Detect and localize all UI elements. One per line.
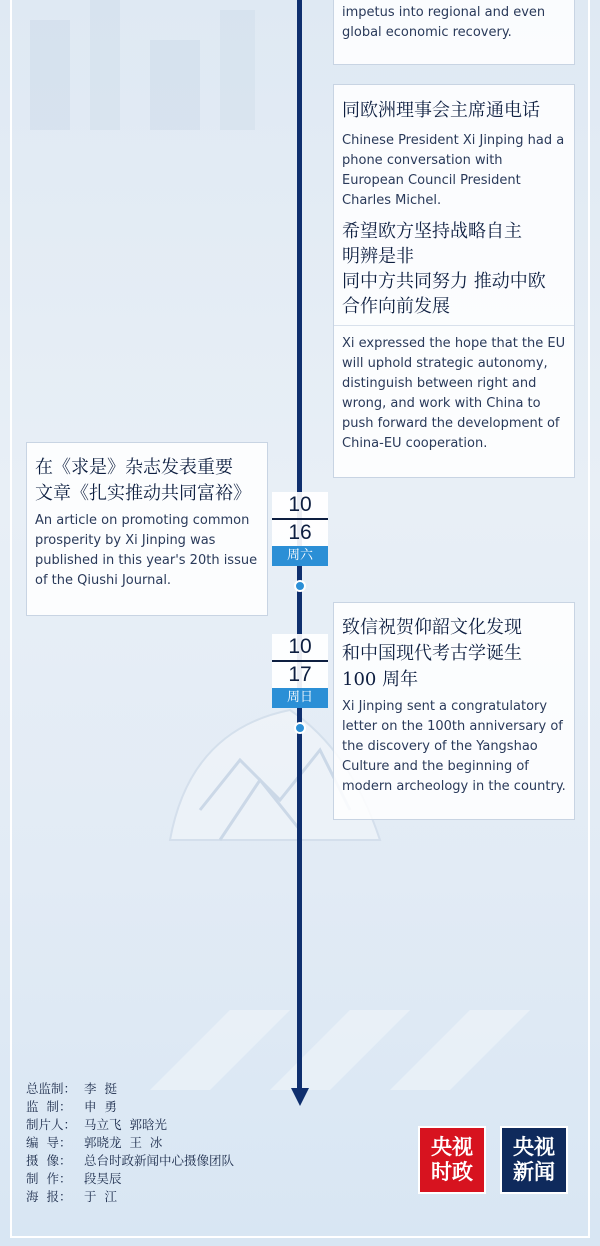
credit-row xyxy=(26,1080,234,1098)
logo-text-line-1: 央视 xyxy=(513,1135,555,1159)
event-zh-subtitle-1: 希望欧方坚持战略自主 xyxy=(342,221,522,242)
credit-row xyxy=(26,1098,234,1116)
event-en-text: Xi Jinping sent a congratulatory letter on the 100th anniversary of the discovery of the Yangshao Culture and the beginning of modern archeology in the country. xyxy=(342,699,566,794)
credit-name: 李 挺 xyxy=(84,1081,117,1096)
credit-name: 于 江 xyxy=(84,1189,117,1204)
card-divider xyxy=(334,325,574,326)
date-month: 10 xyxy=(272,492,328,520)
date-marker-oct-17 xyxy=(272,634,328,708)
logo-text-line-2: 新闻 xyxy=(513,1160,555,1184)
credit-name: 总台时政新闻中心摄像团队 xyxy=(84,1153,235,1168)
event-zh-title-line-2: 和中国现代考古学诞生 xyxy=(342,643,522,664)
event-card-yangshao-letter xyxy=(333,602,575,820)
date-marker-oct-16 xyxy=(272,492,328,566)
credit-role: 总监制： xyxy=(26,1081,77,1096)
credit-name: 郭晓龙 王 冰 xyxy=(84,1135,163,1150)
date-day: 16 xyxy=(272,520,328,546)
credit-row xyxy=(26,1170,234,1188)
event-zh-title-line-2: 文章《扎实推动共同富裕》 xyxy=(35,483,251,504)
credits-block xyxy=(26,1080,234,1206)
credit-row xyxy=(26,1188,234,1206)
event-card-economic-recovery xyxy=(333,0,575,65)
credit-role: 制 作： xyxy=(26,1171,72,1186)
event-en-text: Xi expressed the hope that the EU will uphold strategic autonomy, distinguish between right and wrong, and work with China to push forward the development of China-EU cooperation. xyxy=(342,336,566,451)
event-en-text: Chinese President Xi Jinping had a phone conversation with European Council President Charles Michel. xyxy=(342,133,565,208)
cctv-politics-logo xyxy=(418,1126,486,1194)
timeline-arrow-icon xyxy=(291,1088,309,1106)
event-en-text: An article on promoting common prosperity by Xi Jinping was published in this year's 20th issue of the Qiushi Journal. xyxy=(35,513,258,588)
timeline-dot xyxy=(294,580,306,592)
credit-row xyxy=(26,1134,234,1152)
timeline-dot xyxy=(294,722,306,734)
event-zh-title: 同欧洲理事会主席通电话 xyxy=(342,100,540,121)
credit-role: 海 报： xyxy=(26,1189,72,1204)
credit-role: 制片人： xyxy=(26,1117,77,1132)
credit-name: 马立飞 郭晗光 xyxy=(84,1117,167,1132)
event-card-eu-phone-call xyxy=(333,84,575,478)
event-en-text: impetus into regional and even global economic recovery. xyxy=(342,5,546,40)
date-weekday: 周日 xyxy=(272,688,328,708)
date-day: 17 xyxy=(272,662,328,688)
logo-text-line-1: 央视 xyxy=(431,1135,473,1159)
logo-text-line-2: 时政 xyxy=(431,1160,473,1184)
credit-role: 监 制： xyxy=(26,1099,72,1114)
cctv-news-logo xyxy=(500,1126,568,1194)
event-card-qiushi-article xyxy=(26,442,268,616)
credit-row xyxy=(26,1152,234,1170)
credit-role: 编 导： xyxy=(26,1135,72,1150)
date-weekday: 周六 xyxy=(272,546,328,566)
event-zh-title-line-3: 100 周年 xyxy=(342,669,419,690)
event-zh-title-line-1: 在《求是》杂志发表重要 xyxy=(35,457,233,478)
credit-name: 申 勇 xyxy=(84,1099,117,1114)
credit-role: 摄 像： xyxy=(26,1153,72,1168)
event-zh-title-line-1: 致信祝贺仰韶文化发现 xyxy=(342,617,522,638)
event-zh-subtitle-3: 同中方共同努力 推动中欧 xyxy=(342,271,546,292)
credit-name: 段昊辰 xyxy=(84,1171,122,1186)
credit-row xyxy=(26,1116,234,1134)
event-zh-subtitle-2: 明辨是非 xyxy=(342,246,414,267)
date-month: 10 xyxy=(272,634,328,662)
event-zh-subtitle-4: 合作向前发展 xyxy=(342,296,450,317)
